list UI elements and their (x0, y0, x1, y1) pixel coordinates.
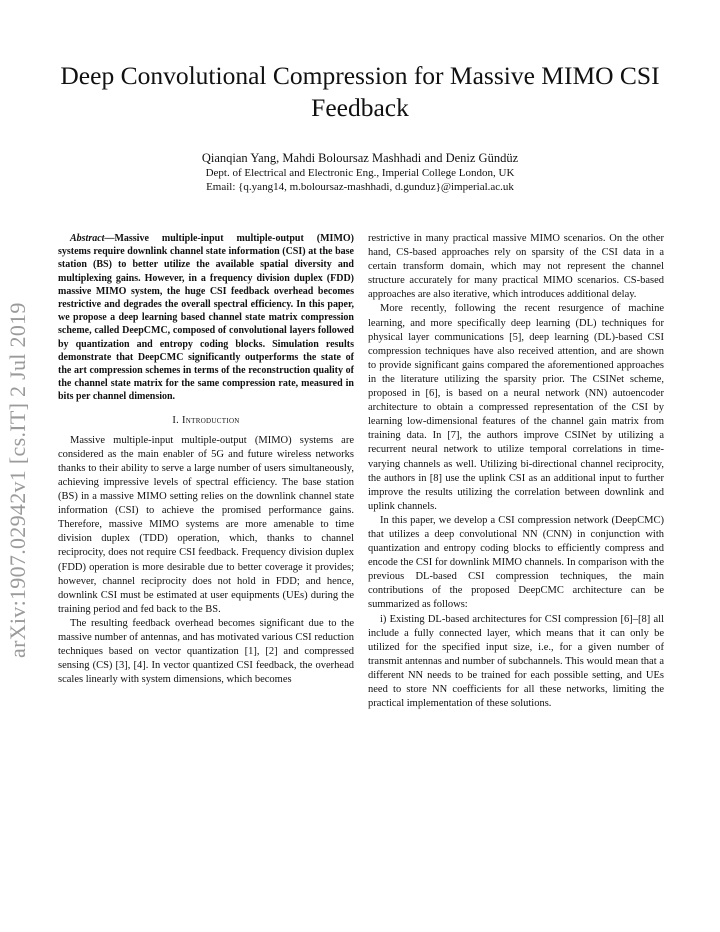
intro-paragraph-2: The resulting feedback overhead becomes significant due to the massive number of antennas, and has motivated various CSI reduction techniques based on vector quantization [1], [2] and compressed sensing (CS) [3], [4]. In vector quantized CSI feedback, the overhead scales linearly with system dimensions, which becomes (58, 617, 354, 686)
section-title: Introduction (182, 414, 240, 426)
abstract (58, 232, 354, 404)
section-heading-introduction (58, 414, 354, 428)
left-column (58, 232, 354, 687)
section-number: I. (172, 414, 180, 426)
paper-title: Deep Convolutional Compression for Massive MIMO CSI Feedback (60, 61, 660, 122)
abstract-text: —Massive multiple-input multiple-output (MIMO) systems require downlink channel state information (CSI) at the base station (BS) to better utilize the available spatial diversity and multiplexing gains. However, in a frequency division duplex (FDD) massive MIMO system, the huge CSI feedback overhead becomes restrictive and degrades the overall spectral efficiency. In this paper, we propose a deep learning based channel state matrix compression scheme, called DeepCMC, composed of convolutional layers followed by quantization and entropy coding blocks. Simulation results demonstrate that DeepCMC significantly outperforms the state of the art compression schemes in terms of the reconstruction quality of the channel state matrix for the same compression rate, measured in bits per channel dimension. (58, 233, 354, 403)
intro-paragraph-1: Massive multiple-input multiple-output (MIMO) systems are considered as the main enabler of 5G and future wireless networks thanks to their ability to serve a large number of users simultaneously, achieving impressive levels of spectral efficiency. The base station (BS) in a massive MIMO setting relies on the downlink channel state information (CSI) to achieve the promised performance gains. Therefore, massive MIMO systems are more amenable to time division duplex (TDD) operation, which, thanks to channel reciprocity, does not require CSI feedback. Frequency division duplex (FDD) operation is more desirable due to better coverage it provides; however, channel reciprocity does not hold in FDD; and hence, downlink CSI must be estimated at user equipments (UEs) during the training period and fed back to the BS. (58, 434, 354, 615)
right-paragraph-dl: More recently, following the recent resurgence of machine learning, and more specifically deep learning (DL) techniques for physical layer communications [5], deep learning (DL)-based CSI compression techniques have also received attention, and are shown to provide significant gains compared the aforementioned approaches in the literature utilizing the sparsity prior. The CSINet scheme, proposed in [6], is based on a neural network (NN) autoencoder architecture to obtain a compressed representation of the CSI by learning low-dimensional features of the channel gain matrix from training data. In [7], the authors improve CSINet by utilizing a recurrent neural network to utilize temporal correlations in time-varying channels as well. Utilizing bi-directional channel reciprocity, the authors in [8] use the uplink CSI as an additional input to further improve the results utilizing the correlation between downlink and uplink channels. (368, 303, 664, 512)
right-paragraph-contribution-1: i) Existing DL-based architectures for CSI compression [6]–[8] all include a fully connected layer, which means that it can only be utilized for the specified input size, i.e., for a given number of transmit antennas and number of subchannels. This would mean that a different NN needs to be trained for each possible setting, and UEs need to store NN coefficients for all these networks, limiting the practical implementation of these solutions. (368, 613, 664, 710)
paper-authors: Qianqian Yang, Mahdi Boloursaz Mashhadi and Deniz Gündüz (201, 151, 519, 165)
arxiv-stamp: arXiv:1907.02942v1 [cs.IT] 2 Jul 2019 (5, 302, 30, 658)
right-column (368, 232, 664, 711)
abstract-label: Abstract (70, 233, 105, 244)
right-paragraph-continuation: restrictive in many practical massive MIMO scenarios. On the other hand, CS-based approaches rely on sparsity of the CSI data in a certain transform domain, which may not represent the channel structure accurately for many practical MIMO scenarios. CS-based approaches are also iterative, which introduces additional delay. (368, 233, 664, 301)
right-paragraph-this-paper: In this paper, we develop a CSI compression network (DeepCMC) that utilizes a deep convolutional NN (CNN) in conjunction with quantization and entropy coding blocks to efficiently compress and encode the CSI for downlink MIMO channels. In comparison with the previous DL-based CSI compression techniques, the main contributions of the proposed DeepCMC architecture can be summarized as follows: (368, 514, 664, 611)
paper-affiliation: Dept. of Electrical and Electronic Eng., Imperial College London, UK (205, 167, 515, 179)
paper-email: Email: {q.yang14, m.boloursaz-mashhadi, d.gunduz}@imperial.ac.uk (206, 181, 514, 193)
